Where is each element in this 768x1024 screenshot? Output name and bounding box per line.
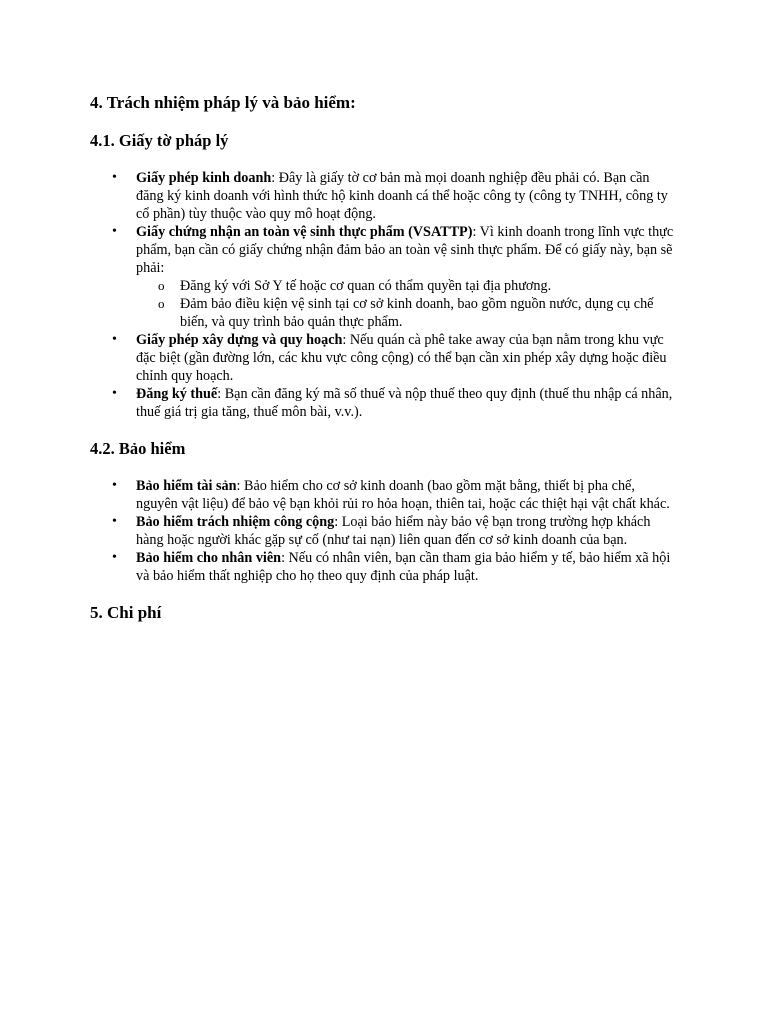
circle-bullet-icon: o — [158, 278, 165, 293]
list-item — [90, 549, 678, 585]
item-text: : Vì kinh doanh trong lĩnh vực thực phẩm, bạn cần có giấy chứng nhận đảm bảo an toàn vệ sinh thực phẩm. Để có giấy này, bạn sẽ phải: — [136, 224, 674, 276]
list-item — [90, 169, 678, 223]
sub-list-item — [136, 295, 678, 331]
item-term: Đăng ký thuế — [136, 386, 218, 402]
item-text: : Nếu có nhân viên, bạn cần tham gia bảo hiểm y tế, bảo hiểm xã hội và bảo hiểm thất nghiệp cho họ theo quy định của pháp luật. — [136, 550, 671, 584]
sub-list-item — [136, 277, 678, 295]
item-text: : Bảo hiểm cho cơ sở kinh doanh (bao gồm mặt bằng, thiết bị pha chế, nguyên vật liệu) để bảo vệ bạn khỏi rủi ro hỏa hoạn, thiên tai, hoặc các thiệt hại vật chất khác. — [136, 478, 670, 512]
item-term: Giấy chứng nhận an toàn vệ sinh thực phẩm (VSATTP) — [136, 224, 473, 240]
insurance-list — [90, 477, 678, 585]
list-item — [90, 477, 678, 513]
section-4-heading: 4. Trách nhiệm pháp lý và bảo hiểm: — [90, 93, 356, 112]
section-5-heading: 5. Chi phí — [90, 603, 162, 622]
item-text: : Bạn cần đăng ký mã số thuế và nộp thuế theo quy định (thuế thu nhập cá nhân, thuế giá trị gia tăng, thuế môn bài, v.v.). — [136, 386, 673, 420]
list-item — [90, 223, 678, 331]
item-text: : Nếu quán cà phê take away của bạn nằm trong khu vực đặc biệt (gần đường lớn, các khu vực công cộng) có thể bạn cần xin phép xây dựng hoặc điều chỉnh quy hoạch. — [136, 332, 667, 384]
sub-item-text: Đăng ký với Sở Y tế hoặc cơ quan có thẩm quyền tại địa phương. — [180, 278, 552, 294]
item-term: Bảo hiểm cho nhân viên — [136, 550, 282, 566]
list-item — [90, 331, 678, 385]
section-4-1-heading: 4.1. Giấy tờ pháp lý — [90, 131, 229, 150]
bullet-icon: • — [112, 224, 117, 239]
bullet-icon: • — [112, 332, 117, 347]
circle-bullet-icon: o — [158, 296, 165, 311]
sub-list — [136, 277, 678, 331]
section-4-2-heading: 4.2. Bảo hiểm — [90, 439, 186, 458]
item-term: Giấy phép xây dựng và quy hoạch — [136, 332, 343, 348]
list-item — [90, 513, 678, 549]
sub-item-text: Đảm bảo điều kiện vệ sinh tại cơ sở kinh doanh, bao gồm nguồn nước, dụng cụ chế biến, và quy trình bảo quản thực phẩm. — [180, 296, 654, 330]
bullet-icon: • — [112, 478, 117, 493]
item-text: : Đây là giấy tờ cơ bản mà mọi doanh nghiệp đều phải có. Bạn cần đăng ký kinh doanh với hình thức hộ kinh doanh cá thể hoặc công ty (công ty TNHH, công ty cổ phần) tùy thuộc vào quy mô hoạt động. — [136, 170, 668, 222]
bullet-icon: • — [112, 386, 117, 401]
bullet-icon: • — [112, 170, 117, 185]
bullet-icon: • — [112, 550, 117, 565]
item-term: Bảo hiểm tài sản — [136, 478, 237, 494]
bullet-icon: • — [112, 514, 117, 529]
list-item — [90, 385, 678, 421]
item-text: : Loại bảo hiểm này bảo vệ bạn trong trường hợp khách hàng hoặc người khác gặp sự cố (như tai nạn) liên quan đến cơ sở kinh doanh của bạn. — [136, 514, 651, 548]
item-term: Giấy phép kinh doanh — [136, 170, 272, 186]
legal-documents-list — [90, 169, 678, 421]
item-term: Bảo hiểm trách nhiệm công cộng — [136, 514, 335, 530]
